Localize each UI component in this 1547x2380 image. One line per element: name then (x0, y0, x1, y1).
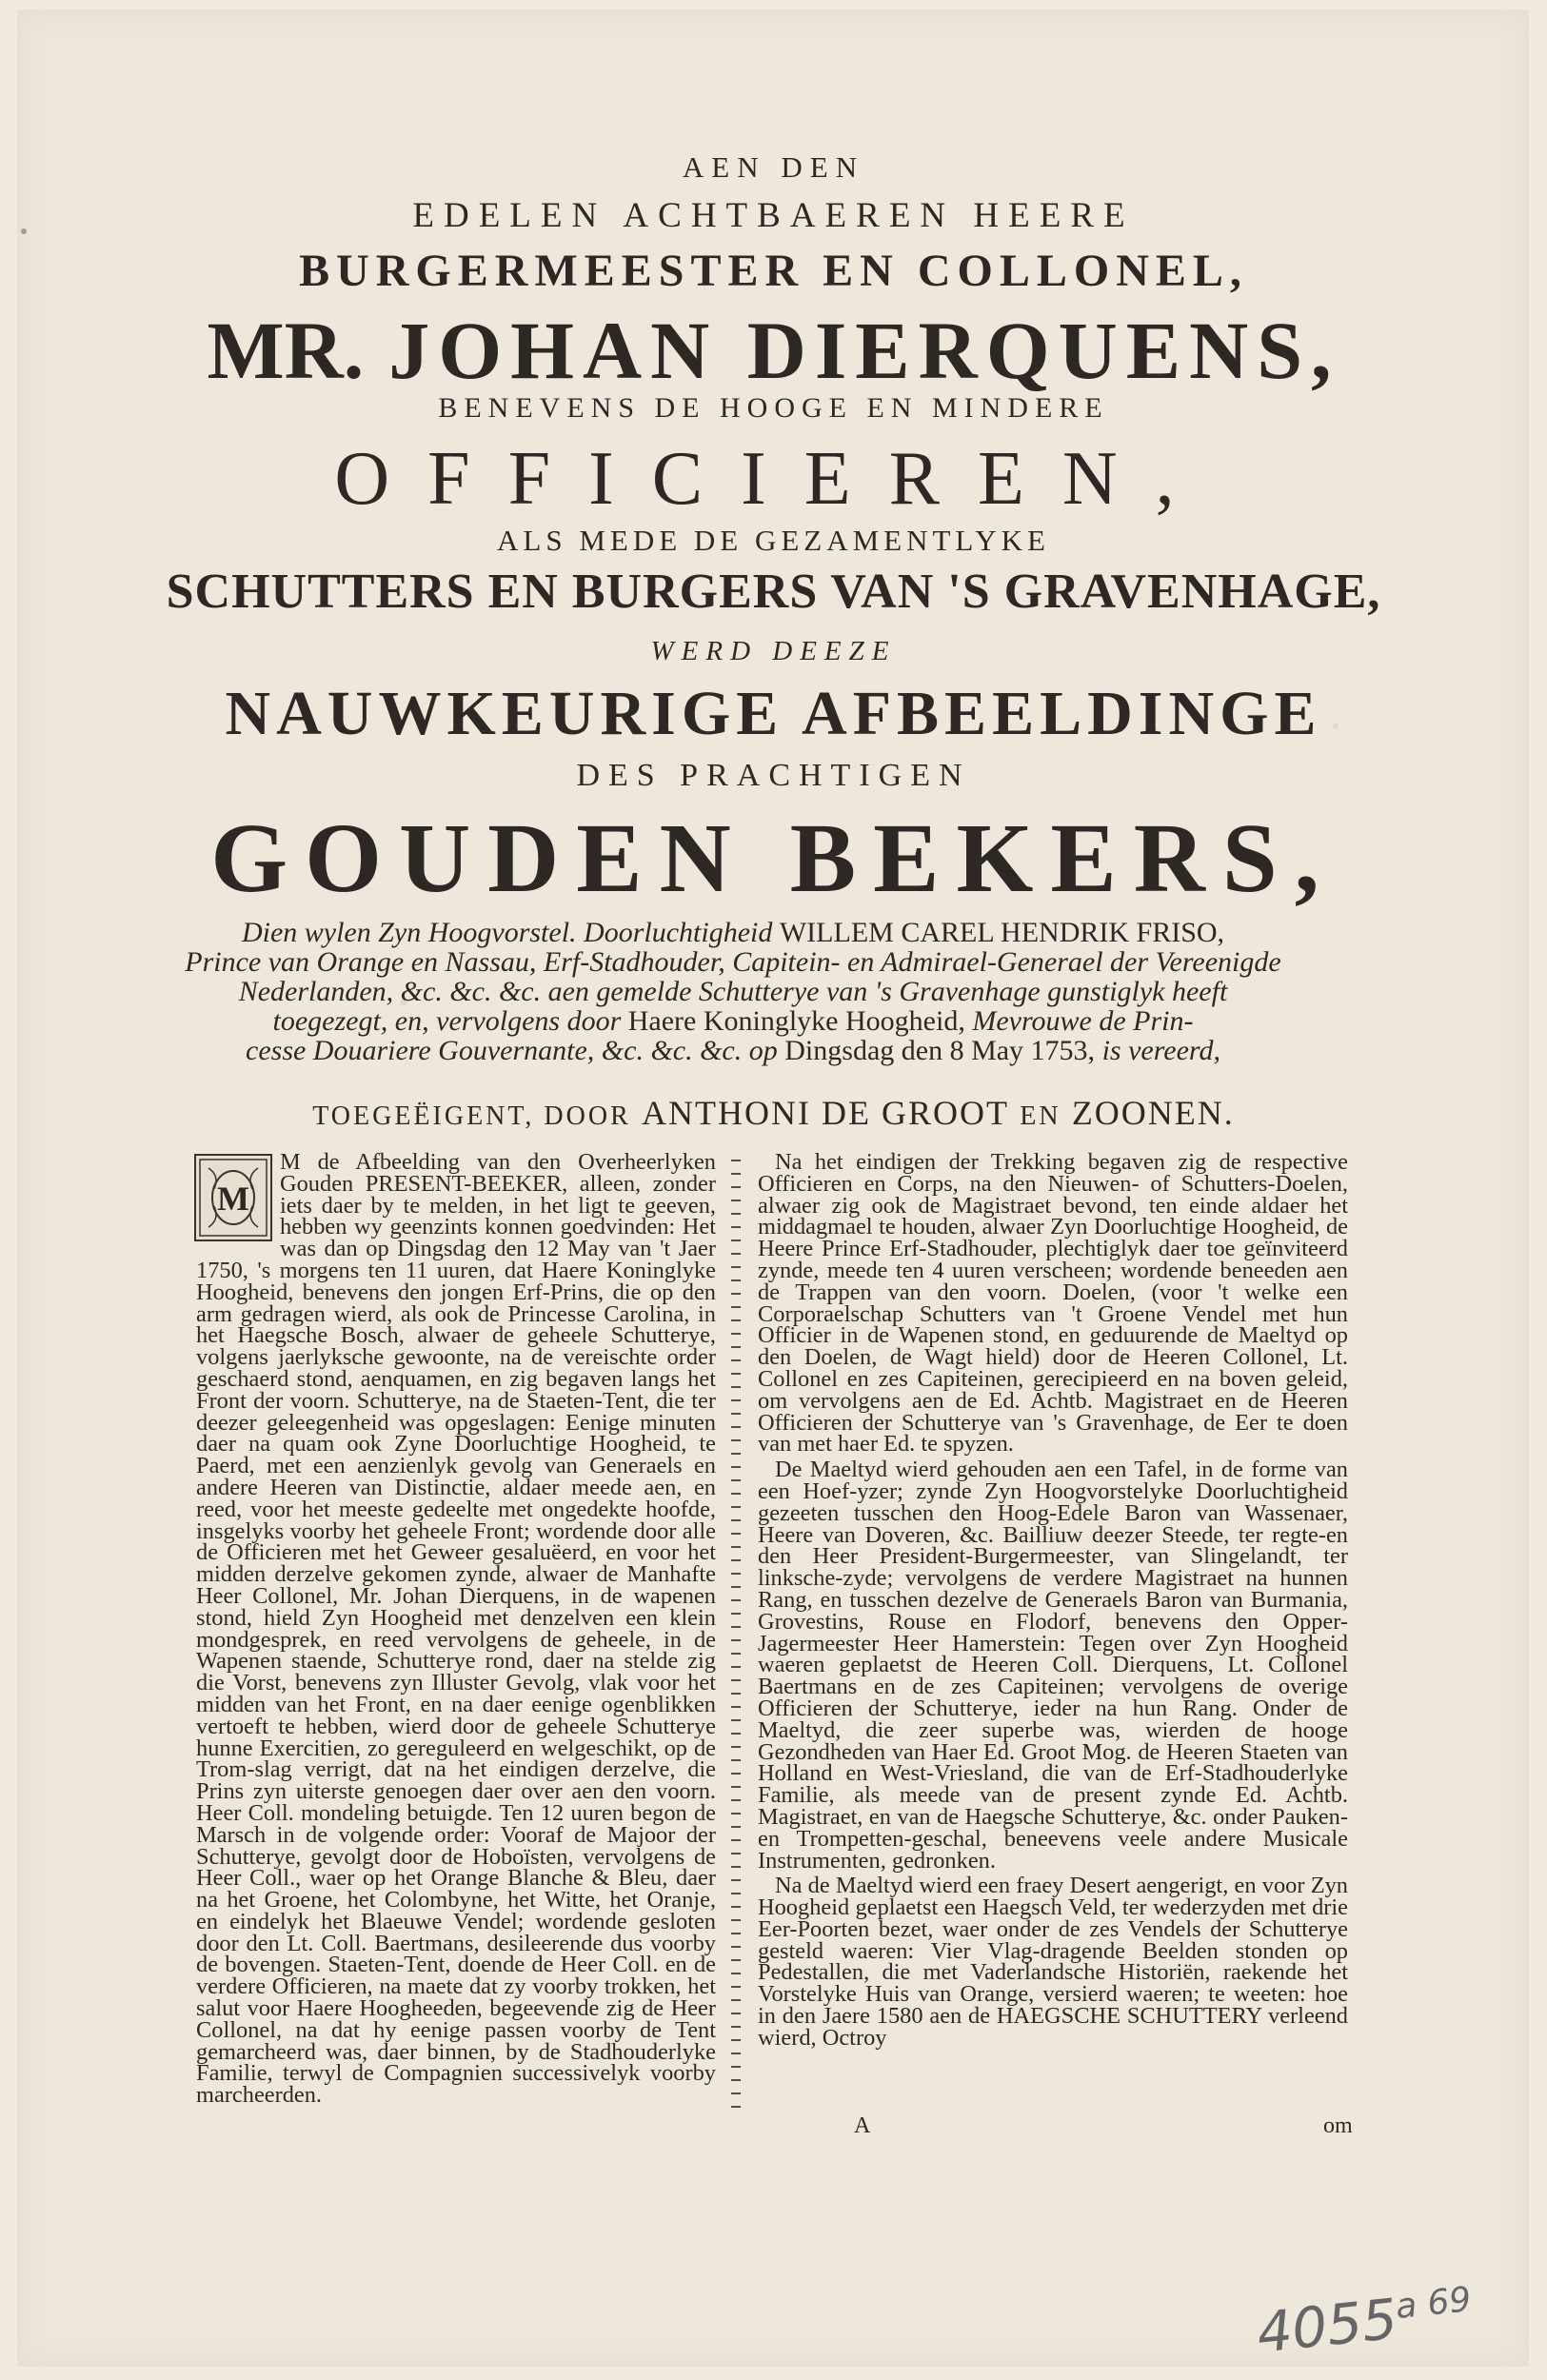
dedication-text-roman: Haere Koninglyke Hoogheid, (627, 1005, 965, 1037)
dedication-block (124, 918, 1342, 1065)
signature-mark: A (854, 2113, 871, 2138)
dedication-text: cesse Douariere Gouvernante, &c. &c. &c. op (246, 1035, 778, 1066)
title-line-werd-deeze: WERD DEEZE (650, 636, 897, 666)
title-line-name (0, 303, 1547, 398)
attribution-line (0, 1093, 1547, 1133)
title-name-dierquens: JOHAN DIERQUENS, (388, 305, 1340, 396)
title-line-schutters: SCHUTTERS EN BURGERS VAN 'S GRAVENHAGE, (166, 565, 1381, 619)
catchword: om (1323, 2113, 1353, 2138)
dedication-line (124, 918, 1342, 947)
dedication-line: Prince van Orange en Nassau, Erf-Stadhouder, Capitein- en Admirael-Generael der Vereenigde (185, 946, 1281, 978)
title-line-gouden-bekers: GOUDEN BEKERS, (210, 803, 1337, 913)
dedication-line (124, 1006, 1342, 1036)
dedication-text: is vereerd, (1101, 1035, 1220, 1066)
dedication-line (124, 1036, 1342, 1065)
body-paragraph: M de Afbeelding van den Overheerlyken Gouden PRESENT-BEEKER, alleen, zonder iets daer by te melden, in het ligt te geeven, hebben wy geenzints konnen goedvinden: Het was dan op Dingsdag den 12 May van 't Jaer 1750, 's morgens ten 11 uuren, dat Haere Koninglyke Hoogheid, benevens den jongen Erf-Prins, die op den arm gedragen wierd, als ook de Princesse Carolina, in het Haegsche Bosch, alwaer de geheele Schutterye, volgens jaerlyksche gewoonte, na de vereischte order geschaerd stond, aenquamen, en zig begaven langs het Front der voorn. Schutterye, na de Staeten-Tent, die ter deezer geleegenheid was opgeslagen: Eenige minuten daer na quam ook Zyne Doorluchtige Hoogheid, te Paerd, met een aenzienlyk gevolg van Generaels en andere Heeren van Distinctie, aldaer meede aen, en reed, voor het meeste gedeelte met ongedekte hoofde, insgelyks voorby het geheele Front; wordende door alle de Officieren met het Geweer gesaluëerd, en voor het midden derzelve gekomen zynde, alwaer de Manhafte Heer Collonel, Mr. Johan Dierquens, in de wapenen stond, hield Zyn Hoogheid met denzelven een klein mondgesprek, en reed vervolgens de geheele, in de Wapenen staende, Schutterye rond, daer na stelde zig die Vorst, benevens zyn Illuster Gevolg, vlak voor het midden van het Front, en na daer eenige ogenblikken vertoeft te hebben, wierd door de geheele Schutterye hunne Exercitien, zo gereguleerd en welgeschikt, op de Trom-slag verrigt, dat na het eindigen derzelve, die Prins zyn uiterste genoegen daer over aen den voorn. Heer Coll. mondeling betuigde. Ten 12 uuren begon de Marsch in de volgende order: Vooraf de Majoor der Schutterye, gevolgt door de Hoboïsten, vervolgens de Heer Coll., waer op het Orange Blanche & Bleu, daer na het Groene, het Colombyne, het Witte, het Oranje, en eindelyk het Blaeuwe Vendel; wordende gesloten door den Lt. Coll. Baertmans, desileerende dus voorby de bovengen. Staeten-Tent, doende de Heer Coll. en de verdere Officieren, na maete dat zy voorby trokken, het salut voor Haere Hoogheeden, begeevende zig de Heer Collonel, na dat hy eenige passen voorby de Tent gemarcheerd was, daer binnen, by de Stadhouderlyke Familie, terwyl de Compagnien successivelyk voorby marcheerden. (196, 1149, 716, 2109)
body-paragraph: Na het eindigen der Trekking begaven zig de respective Officieren en Corps, na den Nieuwen- of Schutters-Doelen, alwaer zig ook de Magistraet bevond, ten einde aldaer het middagmael te houden, alwaer Zyn Doorluchtige Hoogheid, de Heere Prince Erf-Stadhouder, plechtiglyk daer toe geïnviteerd zynde, meede ten 4 uuren verscheen; wordende beneeden aen de Trappen van den voorn. Doelen, (voor 't welke een Corporaelschap Schutters van 't Groene Vendel met hun Officier in de Wapenen stond, en geduurende de Maeltyd op den Doelen, de Wagt hield) door de Heeren Collonel, Lt. Collonel en zes Capiteinen, gerecipieerd en na boven geleid, om vervolgens aen de Ed. Achtb. Magistraet en de Heeren Officieren der Schutterye van 's Gravenhage, de Eer te doen van met haer Ed. te spyzen. (758, 1149, 1348, 1458)
dedication-name-friso: WILLEM CAREL HENDRIK FRISO, (779, 917, 1225, 948)
handwritten-suffix: a 69 (1394, 2279, 1474, 2328)
title-prefix-mr: MR. (207, 305, 365, 396)
body-column-left (196, 1149, 716, 2111)
title-line-edelen: EDELEN ACHTBAEREN HEERE (412, 196, 1135, 235)
initial-float-spacer (196, 1152, 276, 1240)
dedication-text: Mevrouwe de Prin- (972, 1005, 1194, 1037)
body-column-right (758, 1149, 1348, 2053)
body-paragraph: De Maeltyd wierd gehouden aen een Tafel, in de forme van een Hoef-yzer; zynde Zyn Hoogvorstelyke Doorluchtigheid gezeeten tusschen den Hoog-Edele Baron van Wassenaer, Heere van Doveren, &c. Bailliuw deezer Steede, ter regte-en den Heer President-Burgermeester, van Slingelandt, ter linksche-zyde; vervolgens de verdere Magistraet na hunnen Rang, en tusschen dezelve de Generaels Baron van Burmania, Grovestins, Rouse en Flodorf, benevens den Opper-Jagermeester Heer Hamerstein: Tegen over Zyn Hoogheid waeren geplaetst de Heeren Coll. Dierquens, Lt. Collonel Baertmans en de zes Capiteinen; vervolgens de overige Officieren der Schutterye, ieder na hun Rang. Onder de Maeltyd, die zeer superbe was, wierden de hooge Gezondheden van Haer Ed. Groot Mog. de Heeren Staeten van Holland en West-Vriesland, die van de Erf-Stadhouderlyke Familie, als meede van de present zynde Ed. Achtb. Magistraet, en van de Haegsche Schutterye, &c. onder Pauken- en Trompetten-geschal, beneevens veele andere Musicale Instrumenten, gedronken. (758, 1457, 1348, 1874)
dedication-text: Dien wylen Zyn Hoogvorstel. Doorluchtigheid (241, 917, 773, 948)
column-divider (724, 1154, 748, 2115)
attribution-zoonen: ZOONEN. (1071, 1094, 1235, 1132)
title-line-des-prachtigen: DES PRACHTIGEN (576, 758, 971, 793)
dedication-text: toegezegt, en, vervolgens door (272, 1005, 622, 1037)
dedication-date: Dingsdag den 8 May 1753, (784, 1035, 1096, 1066)
body-paragraph: Na de Maeltyd wierd een fraey Desert aengerigt, en voor Zyn Hoogheid geplaetst een Haegsch Veld, ter wederzyden met drie Eer-Poorten bezet, waer onder de zes Vendels der Schutterye gesteld waeren: Vier Vlag-dragende Beelden stonden op Pedestallen, die met Vaderlandsche Historiën, raekende het Vorstelyke Huis van Orange, versierd waeren; te weeten: hoe in den Jaere 1580 aen de HAEGSCHE SCHUTTERY verleend wierd, Octroy (758, 1873, 1348, 2051)
dedication-line: Nederlanden, &c. &c. &c. aen gemelde Schutterye van 's Gravenhage gunstiglyk heeft (238, 976, 1228, 1007)
handwritten-number: 4055 (1254, 2286, 1400, 2366)
title-line-aen-den: AEN DEN (682, 150, 865, 184)
title-line-als-mede: ALS MEDE DE GEZAMENTLYKE (497, 524, 1050, 557)
title-line-burgermeester: BURGERMEESTER EN COLLONEL, (299, 246, 1248, 296)
title-line-benevens: BENEVENS DE HOOGE EN MINDERE (438, 392, 1109, 424)
title-line-officieren: OFFICIEREN, (334, 437, 1213, 521)
attribution-en: EN (1020, 1101, 1061, 1131)
attribution-prefix: TOEGEËIGENT, DOOR (312, 1101, 631, 1131)
svg-text:M: M (217, 1180, 249, 1218)
attribution-name: ANTHONI DE GROOT (642, 1094, 1009, 1132)
title-line-afbeeldinge: NAUWKEURIGE AFBEELDINGE (225, 679, 1322, 748)
